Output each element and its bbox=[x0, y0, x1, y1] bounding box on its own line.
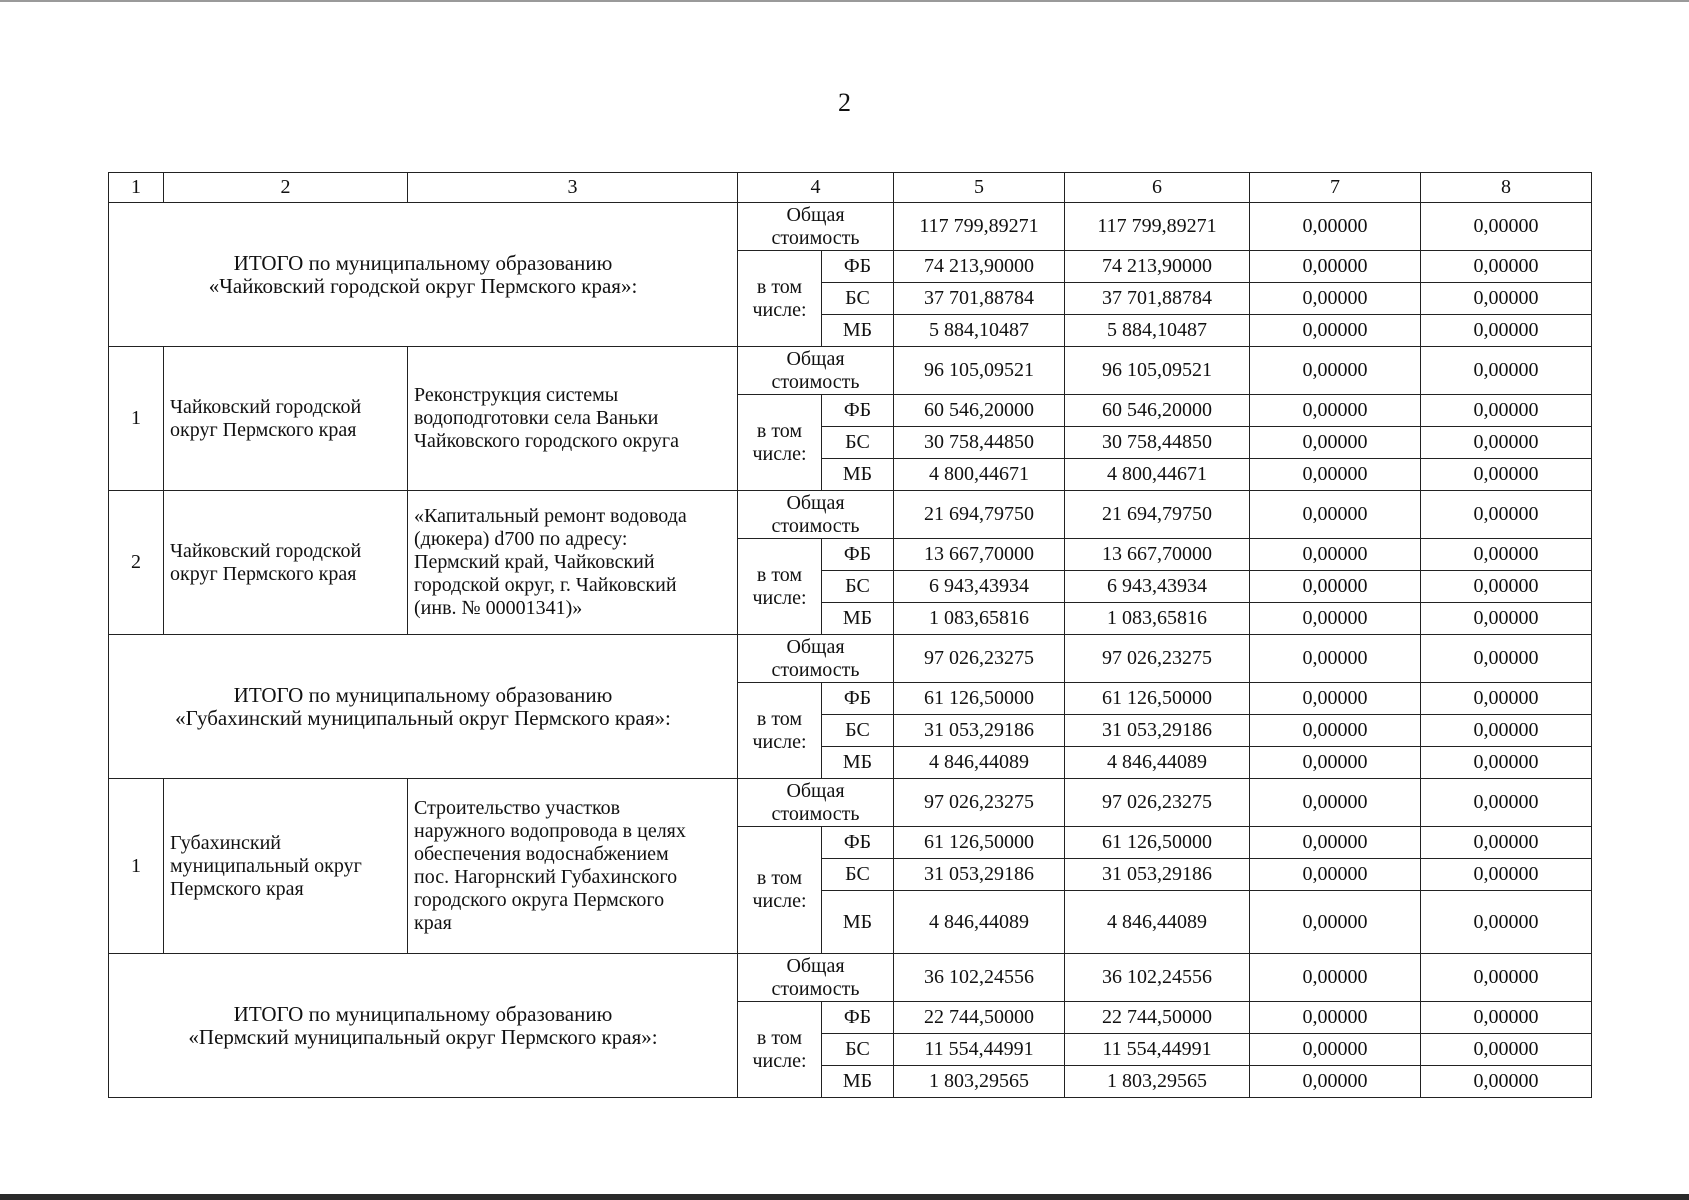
amount-cell-col5: 96 105,09521 bbox=[894, 347, 1065, 395]
object-description-line: пос. Нагорнский Губахинского bbox=[414, 866, 678, 888]
amount-cell-col5: 60 546,20000 bbox=[894, 395, 1065, 427]
total-cost-label-line: стоимость bbox=[771, 802, 860, 825]
amount-cell-col8: 0,00000 bbox=[1421, 635, 1592, 683]
amount-cell-col7: 0,00000 bbox=[1250, 715, 1421, 747]
amount-cell-col6: 37 701,88784 bbox=[1065, 283, 1250, 315]
object-description bbox=[408, 779, 738, 954]
amount-cell-col6: 61 126,50000 bbox=[1065, 683, 1250, 715]
column-header-5: 5 bbox=[894, 173, 1065, 203]
municipality-name-line: Чайковский городской bbox=[170, 395, 362, 418]
amount-cell-col6: 97 026,23275 bbox=[1065, 779, 1250, 827]
summary-title-line: ИТОГО по муниципальному образованию bbox=[233, 1001, 613, 1026]
funding-source-code: ФБ bbox=[822, 827, 894, 859]
amount-cell-col5: 4 800,44671 bbox=[894, 459, 1065, 491]
column-header-2: 2 bbox=[164, 173, 408, 203]
funding-source-code: БС bbox=[822, 715, 894, 747]
including-label-line: в том bbox=[756, 707, 803, 730]
funding-source-code: БС bbox=[822, 571, 894, 603]
object-description-line: Пермский край, Чайковский bbox=[414, 551, 655, 573]
funding-source-code: МБ bbox=[822, 1066, 894, 1098]
amount-cell-col7: 0,00000 bbox=[1250, 459, 1421, 491]
summary-title-line: «Чайковский городской округ Пермского края»: bbox=[208, 273, 638, 298]
amount-cell-col6: 96 105,09521 bbox=[1065, 347, 1250, 395]
amount-cell-col7: 0,00000 bbox=[1250, 539, 1421, 571]
amount-cell-col8: 0,00000 bbox=[1421, 571, 1592, 603]
amount-cell-col6: 13 667,70000 bbox=[1065, 539, 1250, 571]
funding-source-code: МБ bbox=[822, 747, 894, 779]
including-label-line: числе: bbox=[752, 586, 807, 609]
object-description-line: Чайковского городского округа bbox=[414, 430, 680, 452]
municipality-name-line: Чайковский городской bbox=[170, 539, 362, 562]
amount-cell-col5: 4 846,44089 bbox=[894, 891, 1065, 954]
funding-source-code: БС bbox=[822, 1034, 894, 1066]
column-header-8: 8 bbox=[1421, 173, 1592, 203]
object-description-line: (дюкера) d700 по адресу: bbox=[414, 528, 628, 550]
column-header-6: 6 bbox=[1065, 173, 1250, 203]
including-label bbox=[738, 827, 822, 954]
total-cost-label bbox=[738, 347, 894, 395]
funding-source-code: МБ bbox=[822, 603, 894, 635]
funding-source-code: ФБ bbox=[822, 395, 894, 427]
amount-cell-col5: 22 744,50000 bbox=[894, 1002, 1065, 1034]
amount-cell-col7: 0,00000 bbox=[1250, 1066, 1421, 1098]
object-description-line: (инв. № 00001341)» bbox=[414, 597, 583, 619]
amount-cell-col6: 5 884,10487 bbox=[1065, 315, 1250, 347]
total-cost-label bbox=[738, 491, 894, 539]
amount-cell-col6: 22 744,50000 bbox=[1065, 1002, 1250, 1034]
including-label-line: числе: bbox=[752, 298, 807, 321]
amount-cell-col6: 4 846,44089 bbox=[1065, 747, 1250, 779]
funding-source-code: ФБ bbox=[822, 251, 894, 283]
amount-cell-col7: 0,00000 bbox=[1250, 395, 1421, 427]
summary-title-line: ИТОГО по муниципальному образованию bbox=[233, 250, 613, 275]
amount-cell-col8: 0,00000 bbox=[1421, 427, 1592, 459]
amount-cell-col7: 0,00000 bbox=[1250, 315, 1421, 347]
page-number: 2 bbox=[838, 88, 851, 117]
municipality-name-line: Пермского края bbox=[170, 877, 304, 900]
amount-cell-col6: 97 026,23275 bbox=[1065, 635, 1250, 683]
total-cost-label-line: стоимость bbox=[771, 658, 860, 681]
financing-table bbox=[108, 172, 1592, 1098]
item-number: 1 bbox=[109, 779, 164, 954]
amount-cell-col7: 0,00000 bbox=[1250, 1002, 1421, 1034]
amount-cell-col5: 97 026,23275 bbox=[894, 635, 1065, 683]
object-description-line: водоподготовки села Ваньки bbox=[414, 407, 659, 429]
amount-cell-col5: 13 667,70000 bbox=[894, 539, 1065, 571]
total-cost-label-line: Общая bbox=[786, 779, 845, 802]
amount-cell-col6: 31 053,29186 bbox=[1065, 859, 1250, 891]
item-number: 1 bbox=[109, 347, 164, 491]
including-label-line: в том bbox=[756, 867, 803, 889]
including-label bbox=[738, 395, 822, 491]
object-description-line: Строительство участков bbox=[414, 797, 621, 819]
funding-source-code: БС bbox=[822, 859, 894, 891]
amount-cell-col5: 97 026,23275 bbox=[894, 779, 1065, 827]
object-description-line: «Капитальный ремонт водовода bbox=[414, 505, 687, 527]
amount-cell-col6: 1 083,65816 bbox=[1065, 603, 1250, 635]
amount-cell-col7: 0,00000 bbox=[1250, 491, 1421, 539]
amount-cell-col7: 0,00000 bbox=[1250, 827, 1421, 859]
table-row bbox=[109, 347, 1592, 395]
amount-cell-col8: 0,00000 bbox=[1421, 827, 1592, 859]
summary-title-line: «Пермский муниципальный округ Пермского края»: bbox=[188, 1024, 658, 1049]
amount-cell-col7: 0,00000 bbox=[1250, 603, 1421, 635]
amount-cell-col5: 74 213,90000 bbox=[894, 251, 1065, 283]
amount-cell-col5: 31 053,29186 bbox=[894, 715, 1065, 747]
funding-source-code: ФБ bbox=[822, 683, 894, 715]
amount-cell-col8: 0,00000 bbox=[1421, 251, 1592, 283]
top-scan-line bbox=[0, 0, 1689, 2]
amount-cell-col7: 0,00000 bbox=[1250, 571, 1421, 603]
funding-source-code: МБ bbox=[822, 315, 894, 347]
amount-cell-col8: 0,00000 bbox=[1421, 779, 1592, 827]
table-row bbox=[109, 203, 1592, 251]
total-cost-label-line: Общая bbox=[786, 954, 845, 977]
amount-cell-col6: 11 554,44991 bbox=[1065, 1034, 1250, 1066]
column-header-3: 3 bbox=[408, 173, 738, 203]
object-description-line: Реконструкция системы bbox=[414, 384, 619, 406]
amount-cell-col7: 0,00000 bbox=[1250, 347, 1421, 395]
municipality-name-line: округ Пермского края bbox=[170, 562, 357, 585]
including-label-line: в том bbox=[756, 275, 803, 298]
funding-source-code: МБ bbox=[822, 459, 894, 491]
total-cost-label-line: Общая bbox=[786, 347, 845, 370]
including-label-line: числе: bbox=[752, 442, 807, 465]
amount-cell-col6: 117 799,89271 bbox=[1065, 203, 1250, 251]
item-number: 2 bbox=[109, 491, 164, 635]
total-cost-label bbox=[738, 954, 894, 1002]
amount-cell-col7: 0,00000 bbox=[1250, 779, 1421, 827]
including-label-line: числе: bbox=[752, 730, 807, 753]
amount-cell-col5: 1 803,29565 bbox=[894, 1066, 1065, 1098]
total-cost-label bbox=[738, 779, 894, 827]
including-label bbox=[738, 539, 822, 635]
total-cost-label-line: стоимость bbox=[771, 514, 860, 537]
including-label bbox=[738, 1002, 822, 1098]
amount-cell-col5: 61 126,50000 bbox=[894, 683, 1065, 715]
object-description bbox=[408, 347, 738, 491]
total-cost-label-line: Общая bbox=[786, 203, 845, 226]
amount-cell-col5: 61 126,50000 bbox=[894, 827, 1065, 859]
funding-source-code: БС bbox=[822, 283, 894, 315]
amount-cell-col7: 0,00000 bbox=[1250, 683, 1421, 715]
amount-cell-col7: 0,00000 bbox=[1250, 203, 1421, 251]
total-cost-label-line: стоимость bbox=[771, 370, 860, 393]
amount-cell-col6: 30 758,44850 bbox=[1065, 427, 1250, 459]
municipality-name bbox=[164, 347, 408, 491]
object-description-line: края bbox=[414, 912, 452, 934]
amount-cell-col8: 0,00000 bbox=[1421, 347, 1592, 395]
amount-cell-col5: 37 701,88784 bbox=[894, 283, 1065, 315]
total-cost-label-line: стоимость bbox=[771, 977, 860, 1000]
column-header-7: 7 bbox=[1250, 173, 1421, 203]
total-cost-label-line: Общая bbox=[786, 491, 845, 514]
municipality-summary-title bbox=[109, 635, 738, 779]
bottom-scan-edge bbox=[0, 1194, 1689, 1200]
amount-cell-col5: 6 943,43934 bbox=[894, 571, 1065, 603]
column-header-1: 1 bbox=[109, 173, 164, 203]
including-label-line: числе: bbox=[752, 890, 807, 912]
amount-cell-col8: 0,00000 bbox=[1421, 683, 1592, 715]
amount-cell-col8: 0,00000 bbox=[1421, 747, 1592, 779]
table-row bbox=[109, 779, 1592, 827]
including-label-line: числе: bbox=[752, 1049, 807, 1072]
amount-cell-col6: 4 800,44671 bbox=[1065, 459, 1250, 491]
amount-cell-col8: 0,00000 bbox=[1421, 315, 1592, 347]
municipality-summary-title bbox=[109, 954, 738, 1098]
amount-cell-col7: 0,00000 bbox=[1250, 891, 1421, 954]
amount-cell-col6: 60 546,20000 bbox=[1065, 395, 1250, 427]
amount-cell-col8: 0,00000 bbox=[1421, 715, 1592, 747]
amount-cell-col8: 0,00000 bbox=[1421, 859, 1592, 891]
total-cost-label-line: стоимость bbox=[771, 226, 860, 249]
amount-cell-col5: 11 554,44991 bbox=[894, 1034, 1065, 1066]
funding-source-code: БС bbox=[822, 427, 894, 459]
including-label-line: в том bbox=[756, 419, 803, 442]
amount-cell-col5: 117 799,89271 bbox=[894, 203, 1065, 251]
amount-cell-col8: 0,00000 bbox=[1421, 203, 1592, 251]
object-description-line: городской округ, г. Чайковский bbox=[414, 574, 677, 596]
municipality-name-line: округ Пермского края bbox=[170, 418, 357, 441]
amount-cell-col5: 31 053,29186 bbox=[894, 859, 1065, 891]
amount-cell-col5: 30 758,44850 bbox=[894, 427, 1065, 459]
amount-cell-col5: 4 846,44089 bbox=[894, 747, 1065, 779]
municipality-summary-title bbox=[109, 203, 738, 347]
amount-cell-col8: 0,00000 bbox=[1421, 954, 1592, 1002]
column-header-4: 4 bbox=[738, 173, 894, 203]
amount-cell-col5: 21 694,79750 bbox=[894, 491, 1065, 539]
table-body bbox=[109, 173, 1592, 1098]
amount-cell-col8: 0,00000 bbox=[1421, 1066, 1592, 1098]
amount-cell-col5: 5 884,10487 bbox=[894, 315, 1065, 347]
amount-cell-col7: 0,00000 bbox=[1250, 251, 1421, 283]
column-number-row bbox=[109, 173, 1592, 203]
funding-source-code: ФБ bbox=[822, 539, 894, 571]
including-label bbox=[738, 251, 822, 347]
amount-cell-col7: 0,00000 bbox=[1250, 635, 1421, 683]
amount-cell-col5: 36 102,24556 bbox=[894, 954, 1065, 1002]
amount-cell-col8: 0,00000 bbox=[1421, 1034, 1592, 1066]
amount-cell-col7: 0,00000 bbox=[1250, 747, 1421, 779]
amount-cell-col8: 0,00000 bbox=[1421, 459, 1592, 491]
amount-cell-col6: 21 694,79750 bbox=[1065, 491, 1250, 539]
amount-cell-col8: 0,00000 bbox=[1421, 1002, 1592, 1034]
object-description-line: наружного водопровода в целях bbox=[414, 820, 686, 842]
amount-cell-col8: 0,00000 bbox=[1421, 539, 1592, 571]
summary-title-line: ИТОГО по муниципальному образованию bbox=[233, 682, 613, 707]
amount-cell-col8: 0,00000 bbox=[1421, 603, 1592, 635]
total-cost-label bbox=[738, 203, 894, 251]
table-row bbox=[109, 491, 1592, 539]
municipality-name bbox=[164, 491, 408, 635]
amount-cell-col6: 6 943,43934 bbox=[1065, 571, 1250, 603]
amount-cell-col8: 0,00000 bbox=[1421, 491, 1592, 539]
including-label-line: в том bbox=[756, 1026, 803, 1049]
total-cost-label-line: Общая bbox=[786, 635, 845, 658]
amount-cell-col6: 4 846,44089 bbox=[1065, 891, 1250, 954]
amount-cell-col7: 0,00000 bbox=[1250, 1034, 1421, 1066]
amount-cell-col6: 36 102,24556 bbox=[1065, 954, 1250, 1002]
including-label-line: в том bbox=[756, 563, 803, 586]
amount-cell-col8: 0,00000 bbox=[1421, 891, 1592, 954]
funding-source-code: МБ bbox=[822, 891, 894, 954]
object-description bbox=[408, 491, 738, 635]
amount-cell-col7: 0,00000 bbox=[1250, 283, 1421, 315]
municipality-name bbox=[164, 779, 408, 954]
amount-cell-col8: 0,00000 bbox=[1421, 283, 1592, 315]
object-description-line: городского округа Пермского bbox=[414, 889, 665, 911]
funding-source-code: ФБ bbox=[822, 1002, 894, 1034]
amount-cell-col8: 0,00000 bbox=[1421, 395, 1592, 427]
municipality-name-line: муниципальный округ bbox=[170, 854, 362, 877]
amount-cell-col6: 31 053,29186 bbox=[1065, 715, 1250, 747]
table-row bbox=[109, 954, 1592, 1002]
amount-cell-col7: 0,00000 bbox=[1250, 859, 1421, 891]
municipality-name-line: Губахинский bbox=[170, 831, 281, 854]
amount-cell-col6: 74 213,90000 bbox=[1065, 251, 1250, 283]
including-label bbox=[738, 683, 822, 779]
table-row bbox=[109, 635, 1592, 683]
amount-cell-col7: 0,00000 bbox=[1250, 954, 1421, 1002]
total-cost-label bbox=[738, 635, 894, 683]
amount-cell-col6: 61 126,50000 bbox=[1065, 827, 1250, 859]
amount-cell-col6: 1 803,29565 bbox=[1065, 1066, 1250, 1098]
object-description-line: обеспечения водоснабжением bbox=[414, 843, 669, 865]
amount-cell-col5: 1 083,65816 bbox=[894, 603, 1065, 635]
amount-cell-col7: 0,00000 bbox=[1250, 427, 1421, 459]
summary-title-line: «Губахинский муниципальный округ Пермского края»: bbox=[175, 705, 671, 730]
